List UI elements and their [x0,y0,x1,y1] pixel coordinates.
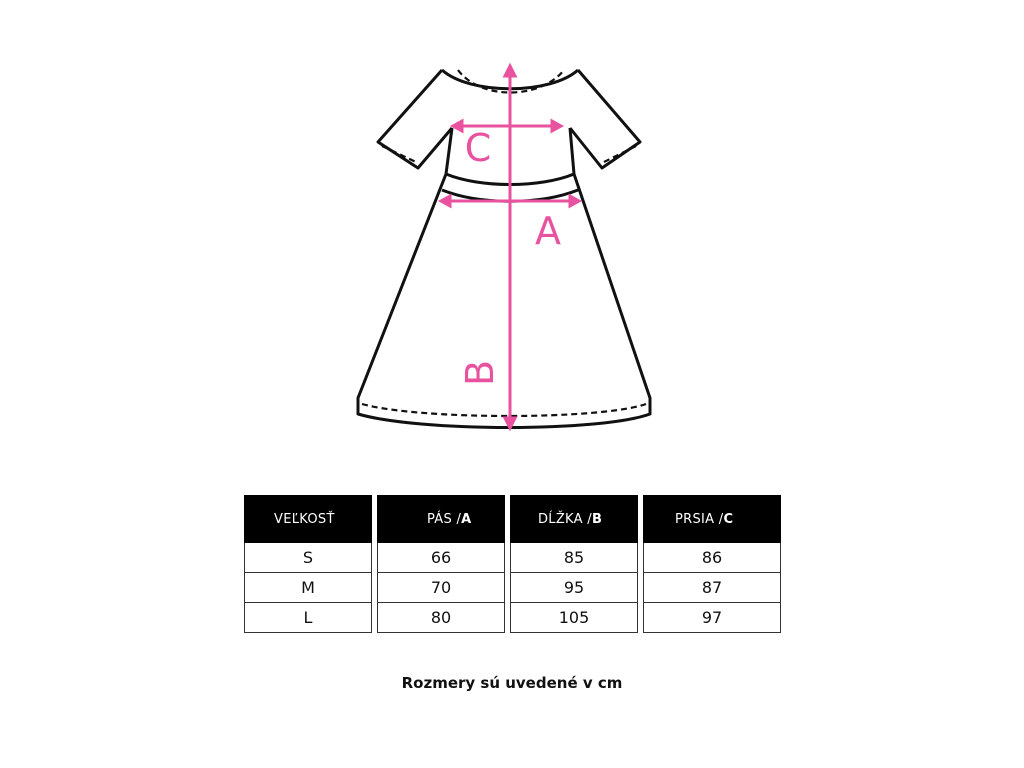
left-sleeve [378,70,452,168]
header-waist [377,495,505,543]
column-chest [643,495,781,637]
cell-size-l: L [244,603,372,633]
header-size [244,495,372,543]
column-waist [377,495,505,637]
header-chest [643,495,781,543]
header-size-text: VEĽKOSŤ [274,511,335,527]
units-note: Rozmery sú uvedené v cm [401,674,623,692]
header-waist-text: PÁS / [427,511,462,527]
cell-length-m: 95 [510,573,638,603]
skirt [358,174,650,428]
waist-label: A [535,209,561,253]
chest-arrow-right [552,121,561,131]
cell-chest-l: 97 [643,603,781,633]
header-waist-key: A [461,511,472,527]
cell-waist-s: 66 [377,543,505,573]
cell-waist-m: 70 [377,573,505,603]
waist-arrow-right [570,196,579,206]
column-size [244,495,372,637]
cell-length-l: 105 [510,603,638,633]
right-sleeve [570,70,640,168]
column-length [510,495,638,637]
cell-length-s: 85 [510,543,638,573]
cell-waist-l: 80 [377,603,505,633]
cell-chest-m: 87 [643,573,781,603]
cell-size-m: M [244,573,372,603]
hem-stitch [362,404,646,416]
header-length [510,495,638,543]
header-length-key: B [591,511,603,527]
header-chest-text: PRSIA / [675,511,724,527]
chest-label: C [464,126,492,170]
waist-arrow-left [441,196,450,206]
cell-chest-s: 86 [643,543,781,573]
length-label: B [458,359,502,387]
cell-size-s: S [244,543,372,573]
length-arrow-top [505,66,515,76]
header-chest-key: C [723,511,734,527]
header-length-text: DĹŽKA / [538,511,592,527]
bodice-right [570,128,574,174]
